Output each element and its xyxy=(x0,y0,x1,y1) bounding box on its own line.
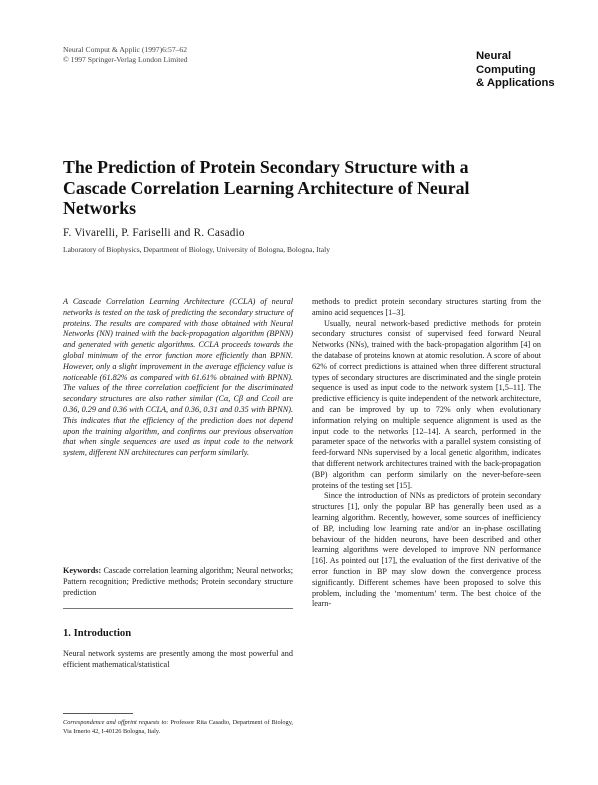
paper-affiliation: Laboratory of Biophysics, Department of Biology, University of Bologna, Bologna, Italy xyxy=(63,245,330,254)
paragraph-3: Since the introduction of NNs as predictors of protein secondary structures [1], only the popular BP has generally been used as a learning algorithm. Recently, however, some sources of inefficiency of BP, including low learning rate and/or an in-phase oscillating behaviour of the hidden neurons, have been described and other learning algorithms were developed to improve NN performance [16]. As pointed out [17], the evaluation of the first derivative of the error function in BP may slow down the convergence process significantly. Different schemes have been proposed to solve this problem, including the ‘momentum’ term. The best choice of the learn- xyxy=(312,491,541,609)
keywords-text: Cascade correlation learning algorithm; Neural networks; Pattern recognition; Predictive methods; Protein secondary structure prediction xyxy=(63,566,293,597)
paper-authors: F. Vivarelli, P. Fariselli and R. Casadio xyxy=(63,227,245,239)
abstract: A Cascade Correlation Learning Architecture (CCLA) of neural networks is tested on the task of predicting the secondary structure of proteins. The results are compared with those obtained with Neural Networks (NN) trained with the back-propagation algorithm (BPNN) and generated with genetic algorithms. CCLA proceeds towards the global minimum of the error function more efficiently than BPNN. However, only a slight improvement in the average efficiency value is noticeable (61.82% as compared with 61.61% obtained with BPNN). The values of the three correlation coefficient for the discriminated secondary structures are also rather similar (Cα, Cβ and Ccoil are 0.36, 0.29 and 0.36 with CCLA, and 0.36, 0.31 and 0.35 with BPNN). This indicates that the efficiency of the prediction does not depend upon the training algorithm, and confirms our previous observation that when single sequences are used as input code to the network system, different NN architectures can perform similarly. xyxy=(63,297,293,458)
journal-logo-line-1: Neural xyxy=(476,50,512,62)
footnote-label: Correspondence and offprint requests to: xyxy=(63,719,169,726)
introduction-paragraph: Neural network systems are presently among the most powerful and efficient mathematical/statistical xyxy=(63,649,293,669)
keywords-label: Keywords: xyxy=(63,566,102,575)
correspondence-footnote xyxy=(63,719,293,736)
citation-line-1: Neural Comput & Applic (1997)6:57–62 xyxy=(63,45,188,54)
footnote-text: Professor Rita Casadio, Department of Biology, Via Irnerio 42, I-40126 Bologna, Italy. xyxy=(63,719,294,735)
section-divider xyxy=(63,608,293,609)
paragraph-2: Usually, neural network-based predictive methods for protein secondary structures consist of supervised feed forward Neural Networks (NNs), trained with the back-propagation algorithm [4] on the database of proteins known at atomic resolution. A score of about 62% of correct predictions is attained when three different structural types of secondary structures are discriminated and the single protein sequence is used as input code to the network system [1,5–11]. The predictive efficiency is quite independent of the network architecture, and can be improved by up to 72% only when evolutionary information relying on multiple sequence alignment is used as the input code to the networks [12–14]. A search, performed in the parameter space of the networks with a parallel system consisting of feed-forward NNs supervised by a local genetic algorithm, indicates that different network architectures trained with the back-propagation (BP) algorithm can perform similarly on the never-before-seen proteins of the testing set [15]. xyxy=(312,318,541,490)
paper-title: The Prediction of Protein Secondary Structure with a Cascade Correlation Learning Architecture of Neural Networks xyxy=(63,157,470,218)
paragraph-1: methods to predict protein secondary structures starting from the amino acid sequences [1–3]. xyxy=(312,297,541,317)
journal-citation xyxy=(63,45,313,65)
keywords xyxy=(63,566,293,598)
journal-logo-line-3: & Applications xyxy=(476,77,555,89)
section-heading-introduction: 1. Introduction xyxy=(63,628,132,639)
citation-line-2: © 1997 Springer-Verlag London Limited xyxy=(63,55,188,64)
footnote-divider xyxy=(63,713,133,714)
right-column xyxy=(312,297,541,610)
journal-logo xyxy=(476,50,576,91)
journal-logo-line-2: Computing xyxy=(476,63,536,76)
